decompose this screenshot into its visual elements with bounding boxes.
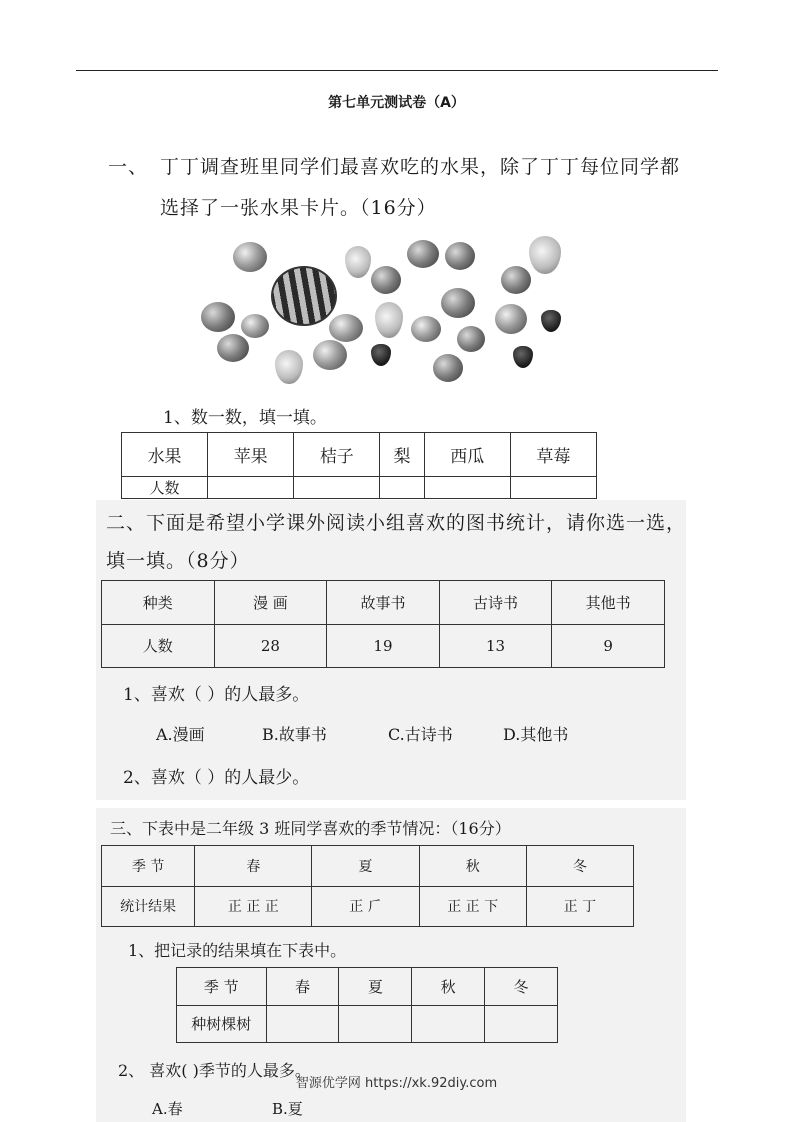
section2-line2: 填一填。（8分）	[106, 550, 250, 572]
table-cell: 季 节	[177, 968, 267, 1006]
table-header-cell: 草莓	[510, 433, 596, 477]
answer-cell[interactable]	[412, 1005, 485, 1043]
orange-icon	[457, 326, 485, 352]
table-cell: 统计结果	[102, 886, 195, 927]
page-title: 第七单元测试卷（A）	[328, 95, 465, 111]
answer-cell[interactable]	[380, 477, 424, 499]
answer-cell[interactable]	[266, 1005, 339, 1043]
season-count-table	[176, 967, 558, 1043]
table-cell: 古诗书	[439, 581, 552, 625]
strawberry-icon	[371, 344, 391, 366]
apple-icon	[411, 316, 441, 342]
section2-line1: 二、下面是希望小学课外阅读小组喜欢的图书统计，请你选一选，	[106, 512, 687, 534]
apple-icon	[329, 314, 363, 342]
table-header-cell: 桔子	[294, 433, 380, 477]
table-cell: 13	[439, 624, 552, 668]
orange-icon	[433, 354, 463, 382]
table-cell: 19	[327, 624, 440, 668]
option-d[interactable]: D.其他书	[503, 725, 569, 744]
table-row-label: 人数	[122, 477, 208, 499]
top-rule	[76, 70, 718, 71]
table-header-cell: 梨	[380, 433, 424, 477]
tally-cell: 正 𠂆	[312, 886, 419, 927]
table-cell: 夏	[312, 846, 419, 887]
table-cell: 故事书	[327, 581, 440, 625]
table-cell: 种树棵树	[177, 1005, 267, 1043]
option-a[interactable]: A.漫画	[156, 725, 205, 744]
pear-icon	[375, 302, 403, 338]
strawberry-icon	[513, 346, 533, 368]
orange-icon	[445, 242, 475, 270]
table-header-cell: 水果	[122, 433, 208, 477]
table-cell: 其他书	[552, 581, 665, 625]
orange-icon	[201, 302, 235, 332]
apple-icon	[495, 304, 527, 334]
section3-sub1: 1、把记录的结果填在下表中。	[128, 941, 347, 960]
apple-icon	[313, 340, 347, 370]
book-stats-table	[101, 580, 665, 668]
tally-cell: 正 丁	[526, 886, 633, 927]
fruit-illustration	[195, 230, 575, 390]
table-cell: 秋	[412, 968, 485, 1006]
orange-icon	[501, 266, 531, 294]
table-cell: 9	[552, 624, 665, 668]
orange-icon	[441, 288, 475, 318]
option-b[interactable]: B.故事书	[262, 725, 327, 744]
orange-icon	[371, 266, 401, 294]
orange-icon	[407, 240, 439, 268]
table-cell: 漫 画	[214, 581, 327, 625]
table-cell: 冬	[526, 846, 633, 887]
section1-sub1: 1、数一数，填一填。	[163, 408, 327, 428]
table-cell: 季 节	[102, 846, 195, 887]
table-cell: 春	[266, 968, 339, 1006]
section3-line1: 三、下表中是二年级 3 班同学喜欢的季节情况：（16分）	[110, 819, 511, 838]
watermelon-icon	[271, 266, 337, 326]
footer-watermark: 智源优学网 https://xk.92diy.com	[295, 1076, 498, 1091]
option-c[interactable]: C.古诗书	[388, 725, 453, 744]
table-cell: 冬	[485, 968, 558, 1006]
table-cell: 夏	[339, 968, 412, 1006]
answer-cell[interactable]	[339, 1005, 412, 1043]
fruit-count-table	[121, 432, 597, 499]
orange-icon	[217, 334, 249, 362]
answer-cell[interactable]	[510, 477, 596, 499]
option-b[interactable]: B.夏	[272, 1100, 303, 1118]
answer-cell[interactable]	[485, 1005, 558, 1043]
table-cell: 人数	[102, 624, 215, 668]
option-a[interactable]: A.春	[152, 1100, 183, 1118]
table-cell: 种类	[102, 581, 215, 625]
pear-icon	[345, 246, 371, 278]
pear-icon	[275, 350, 303, 384]
table-header-cell: 苹果	[208, 433, 294, 477]
tally-cell: 正 正 下	[419, 886, 526, 927]
section1-number: 一、	[108, 156, 149, 178]
section1-line2: 选择了一张水果卡片。（16分）	[160, 197, 437, 219]
answer-cell[interactable]	[294, 477, 380, 499]
strawberry-icon	[541, 310, 561, 332]
answer-cell[interactable]	[424, 477, 510, 499]
table-header-cell: 西瓜	[424, 433, 510, 477]
table-cell: 春	[195, 846, 312, 887]
pear-icon	[529, 236, 561, 274]
section2-q2: 2、喜欢（ ）的人最少。	[123, 768, 310, 788]
apple-icon	[233, 242, 267, 272]
table-cell: 秋	[419, 846, 526, 887]
answer-cell[interactable]	[208, 477, 294, 499]
tally-cell: 正 正 正	[195, 886, 312, 927]
section3-q2: 2、 喜欢( )季节的人最多。	[118, 1061, 311, 1080]
apple-icon	[241, 314, 269, 338]
section2-q1: 1、喜欢（ ）的人最多。	[123, 685, 310, 705]
section1-line1: 丁丁调查班里同学们最喜欢吃的水果，除了丁丁每位同学都	[160, 156, 681, 178]
table-cell: 28	[214, 624, 327, 668]
season-tally-table	[101, 845, 634, 927]
